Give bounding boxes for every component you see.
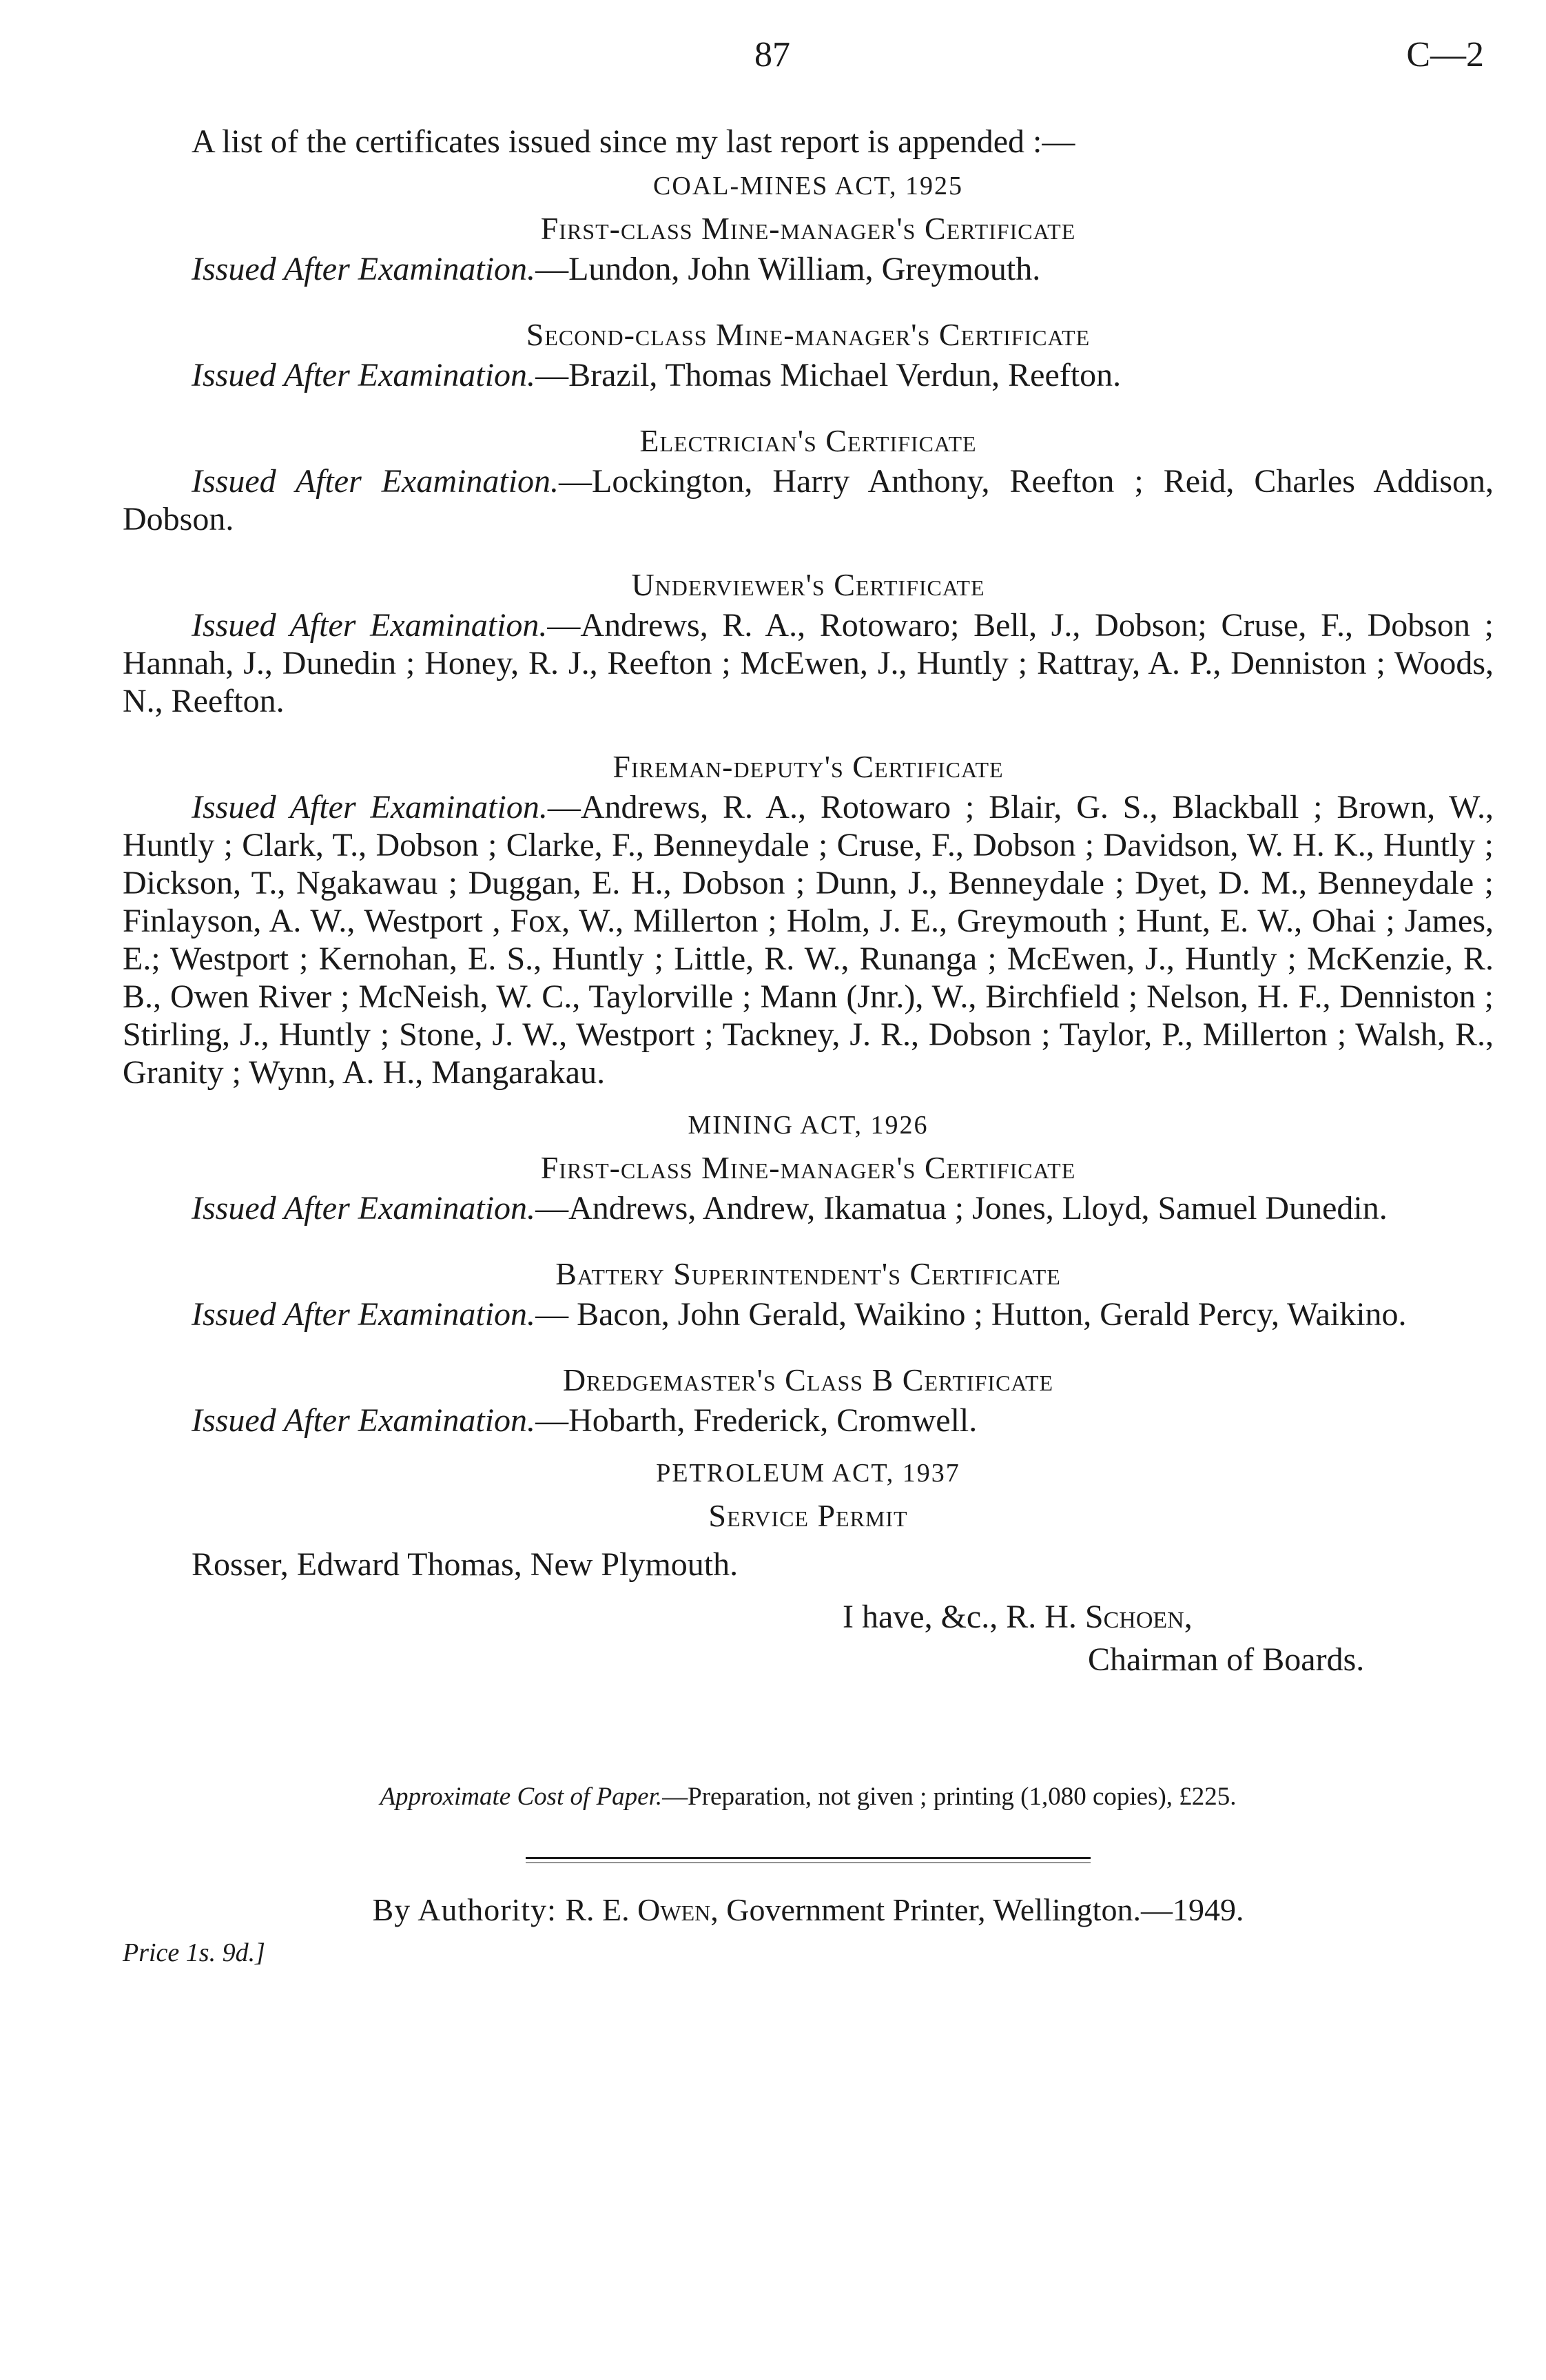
signoff xyxy=(123,1596,1494,1681)
signatory-name: Schoen, xyxy=(1084,1599,1193,1635)
certificate-entry xyxy=(123,788,1494,1091)
recipients-text: —Hobarth, Frederick, Cromwell. xyxy=(535,1402,978,1439)
recipients-text: —Andrews, R. A., Rotowaro ; Blair, G. S., Blackball ; Brown, W., Huntly ; Clark, T., Dobson ; Clarke, F., Benneydale ; Cruse, F., Dobson ; Davidson, W. H. K., Huntly ; Dickson, T., Ngakawau ; Duggan, E. H., Dobson ; Dunn, J., Benneydale ; Dyet, D. M., Benneydale ; Finlayson, A. W., Westport , Fox, W., Millerton ; Holm, J. E., Greymouth ; Hunt, E. W., Ohai ; James, E.; Westport ; Kernohan, E. S., Huntly ; Little, R. W., Runanga ; McEwen, J., Huntly ; McKenzie, R. B., Owen River ; McNeish, W. C., Taylorville ; Mann (Jnr.), W., Birchfield ; Nelson, H. F., Denniston ; Stirling, J., Huntly ; Stone, J. W., Westport ; Tackney, J. R., Dobson ; Taylor, P., Millerton ; Walsh, R., Granity ; Wynn, A. H., Mangarakau. xyxy=(123,789,1494,1091)
price: Price 1s. 9d.] xyxy=(123,1938,265,1967)
permit-holder: Rosser, Edward Thomas, New Plymouth. xyxy=(192,1546,739,1583)
certificate-entry xyxy=(123,606,1494,720)
divider-rule xyxy=(526,1857,1091,1863)
certificate-heading: First-class Mine-manager's Certificate xyxy=(540,211,1076,246)
issued-label: Issued After Examination. xyxy=(192,463,559,500)
certificate-entry xyxy=(123,1402,1494,1439)
certificate-heading: First-class Mine-manager's Certificate xyxy=(540,1150,1076,1185)
issued-label: Issued After Examination. xyxy=(192,789,548,825)
recipients-text: —Lockington, Harry Anthony, Reefton ; Reid, Charles Addison, Dobson. xyxy=(123,463,1494,537)
page-header xyxy=(0,34,1546,83)
certificate-heading: Electrician's Certificate xyxy=(639,423,977,458)
issued-label: Issued After Examination. xyxy=(192,607,548,644)
certificate-entry xyxy=(123,250,1494,288)
intro-text: A list of the certificates issued since my last report is appended :— xyxy=(192,123,1075,160)
recipients-text: —Andrews, R. A., Rotowaro; Bell, J., Dobson; Cruse, F., Dobson ; Hannah, J., Dunedin ; Honey, R. J., Reefton ; McEwen, J., Huntly ; Rattray, A. P., Denniston ; Woods, N., Reefton. xyxy=(123,607,1494,719)
issued-label: Issued After Examination. xyxy=(192,1190,536,1227)
certificate-heading: Underviewer's Certificate xyxy=(631,567,985,602)
document-reference: C—2 xyxy=(1406,35,1484,74)
certificate-heading: Battery Superintendent's Certificate xyxy=(555,1256,1061,1291)
recipients-text: — Bacon, John Gerald, Waikino ; Hutton, Gerald Percy, Waikino. xyxy=(535,1296,1407,1333)
certificate-entry xyxy=(123,1295,1494,1333)
certificate-heading: Dredgemaster's Class B Certificate xyxy=(562,1362,1054,1397)
issued-label: Issued After Examination. xyxy=(192,251,536,287)
certificate-heading: Service Permit xyxy=(708,1498,908,1533)
certificate-heading: Fireman-deputy's Certificate xyxy=(612,749,1004,784)
printer-detail: Government Printer, Wellington.—1949. xyxy=(718,1892,1244,1927)
certificate-entry xyxy=(123,462,1494,538)
document-body xyxy=(123,123,1494,1972)
recipients-text: —Brazil, Thomas Michael Verdun, Reefton. xyxy=(535,357,1122,393)
recipients-text: —Andrews, Andrew, Ikamatua ; Jones, Lloyd, Samuel Dunedin. xyxy=(535,1190,1388,1227)
certificate-entry xyxy=(123,1189,1494,1227)
act-heading: PETROLEUM ACT, 1937 xyxy=(656,1459,960,1488)
signoff-line: I have, &c., R. H. Schoen, xyxy=(843,1599,1193,1635)
printer-name: R. E. Owen, xyxy=(565,1892,719,1927)
act-heading: COAL-MINES ACT, 1925 xyxy=(653,172,963,201)
certificate-heading: Second-class Mine-manager's Certificate xyxy=(526,317,1091,352)
recipients-text: —Lundon, John William, Greymouth. xyxy=(535,251,1041,287)
authority-label: By Authority: xyxy=(372,1892,566,1927)
page-number: 87 xyxy=(754,35,790,74)
act-heading: MINING ACT, 1926 xyxy=(688,1111,929,1140)
issued-label: Issued After Examination. xyxy=(192,1296,536,1333)
issued-label: Issued After Examination. xyxy=(192,357,536,393)
cost-of-paper xyxy=(123,1778,1494,1816)
issued-label: Issued After Examination. xyxy=(192,1402,536,1439)
cost-label: Approximate Cost of Paper. xyxy=(380,1783,663,1811)
signatory-title: Chairman of Boards. xyxy=(1088,1641,1365,1678)
certificate-entry xyxy=(123,356,1494,394)
printer-line xyxy=(123,1891,1494,1929)
cost-detail: —Preparation, not given ; printing (1,080 copies), £225. xyxy=(662,1783,1237,1811)
